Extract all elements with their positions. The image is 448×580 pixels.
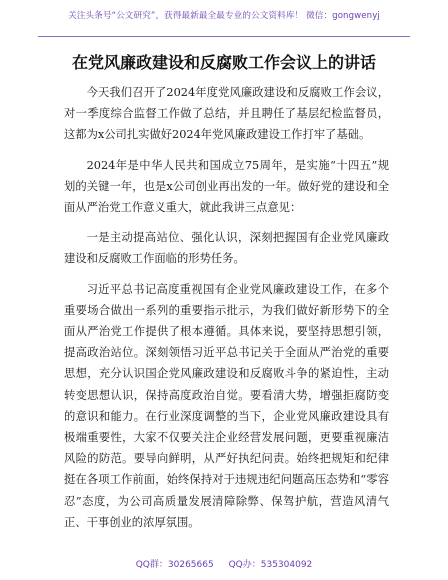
header-banner: 关注头条号“公文研究”，获得最新最全最专业的公文资料库！ 微信：gongwenyj [68, 11, 380, 21]
paragraph: 习近平总书记高度重视国有企业党风廉政建设工作，在多个重要场合做出一系列的重要指示批示，为我们做好新形势下的全面从严治党工作提供了根本遵循。具体来说，要坚持思想引领，提高政治站位。深刻领悟习近平总书记关于全面从严治党的重要思想，充分认识国企党风廉政建设和反腐败斗争的紧迫性，主动转变思想认识，保持高度政治自觉。要看清大势，增强拒腐防变的意识和能力。在行业深度调整的当下，企业党风廉政建设具有极端重要性，大家不仅要关注企业经营发展问题，更要重视廉洁风险的防范。要导向鲜明，从严好执纪问责。始终把规矩和纪律挺在各项工作前面，始终保持对于违规违纪问题高压态势和“零容忍”态度，为公司高质量发展清障除弊、保驾护航，营造风清气正、干事创业的浓厚氛围。 [64, 282, 389, 529]
document-title: 在党风廉政建设和反腐败工作会议上的讲话 [71, 53, 376, 72]
paragraph: 一是主动提高站位、强化认识，深刻把握国有企业党风廉政建设和反腐败工作面临的形势任务。 [64, 231, 389, 266]
footer-qq-office: QQ办：535304092 [228, 560, 313, 570]
footer-contacts [0, 557, 448, 570]
footer-qq-group: QQ群：30265665 [135, 560, 214, 570]
document-body [64, 82, 389, 542]
header-divider [38, 36, 410, 37]
paragraph: 今天我们召开了2024年度党风廉政建设和反腐败工作会议，对一季度综合监督工作做了总结，并且聘任了基层纪检监督员，这都为x公司扎实做好2024年党风廉政建设工作打牢了基础。 [64, 86, 389, 142]
paragraph: 2024年是中华人民共和国成立75周年，是实施“十四五”规划的关键一年，也是x公司创业再出发的一年。做好党的建设和全面从严治党工作意义重大，就此我讲三点意见： [64, 158, 389, 215]
